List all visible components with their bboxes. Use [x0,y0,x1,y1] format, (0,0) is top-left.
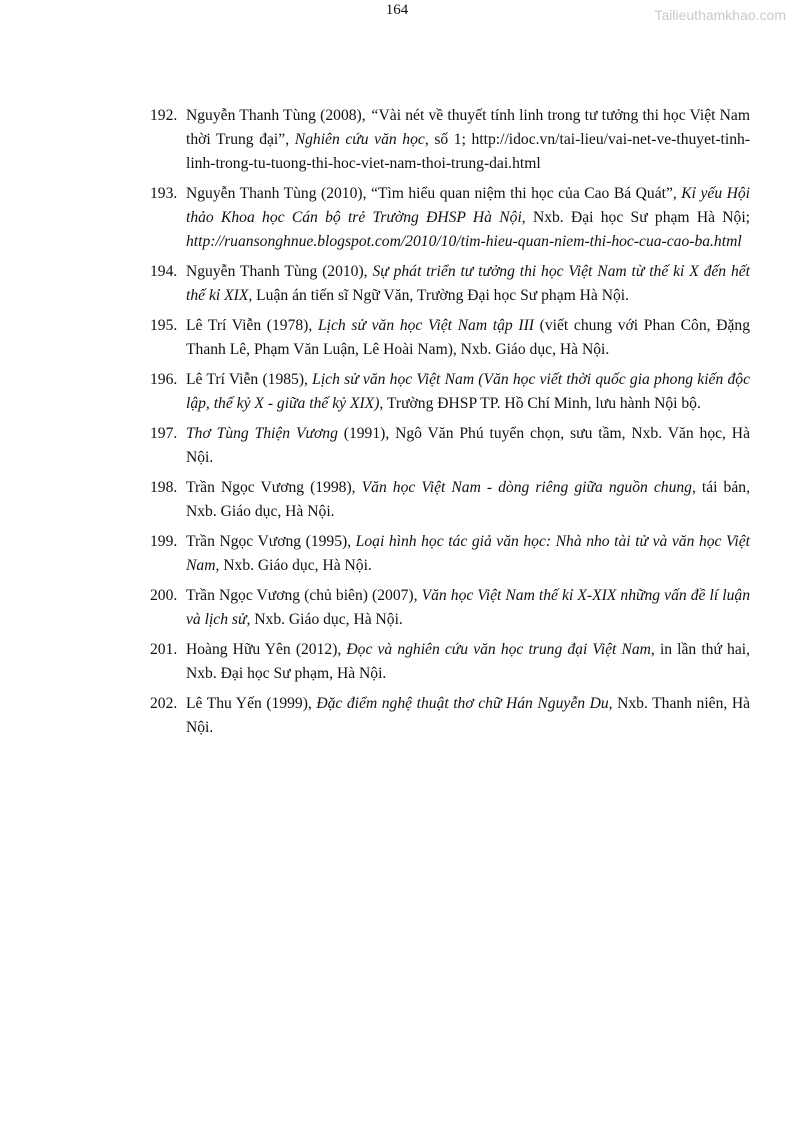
reference-number: 192. [150,107,178,124]
reference-text: (1991) [337,425,386,442]
reference-item [150,104,750,176]
reference-item [150,584,750,632]
reference-number: 198. [150,479,178,496]
reference-item [150,530,750,578]
reference-title-text: Kỉ yếu Hội thảo Khoa học Cán bộ trẻ Trường ĐHSP Hà Nội [186,185,750,226]
reference-text: Nguyễn Thanh Tùng (2010), [186,263,373,280]
reference-title-text: , Nghiên cứu văn học [285,131,425,148]
reference-text: , số 1; http://idoc.vn/tai-lieu/vai-net-ve-thuyet-tinh-linh-trong-tu-tuong-thi-hoc-viet-nam-thoi-trung-dai.html [186,131,750,172]
reference-title-text: Loại hình học tác giả văn học: Nhà nho tài tử và văn học Việt Nam [186,533,750,574]
reference-number: 201. [150,641,178,658]
reference-title-text: “ [369,107,379,124]
reference-text: Vài nét về thuyết tính linh trong tư tưởng thi học Việt Nam thời Trung đại” [186,107,750,148]
reference-text: , Nxb. Đại học Sư phạm Hà Nội; [521,209,750,226]
reference-number: 202. [150,695,178,712]
reference-item [150,260,750,308]
reference-text: in lần thứ hai, Nxb. Đại học Sư phạm, Hà Nội. [186,641,750,682]
reference-title-text: Lịch sử văn học Việt Nam (Văn học viết thời quốc gia phong kiến độc lập, thế kỷ X - giữa thế kỷ XIX) [186,371,750,412]
reference-item [150,692,750,740]
reference-item [150,314,750,362]
reference-text: Lê Thu Yến (1999), [186,695,317,712]
reference-text: , Nxb. Giáo dục, Hà Nội. [215,557,372,574]
reference-title-text: Lịch sử văn học Việt Nam tập III [317,317,534,334]
watermark: Tailieuthamkhao.com [654,7,786,23]
reference-item [150,638,750,686]
reference-text: Nguyễn Thanh Tùng (2010), “Tìm hiểu quan niệm thi học của Cao Bá Quát”, [186,185,682,202]
reference-item [150,422,750,470]
reference-text: Luận án tiến sĩ Ngữ Văn, Trường Đại học Sư phạm Hà Nội. [252,287,630,304]
reference-text: Trần Ngọc Vương (chủ biên) (2007), [186,587,422,604]
reference-text: Lê Trí Viễn (1985), [186,371,313,388]
reference-text: Nguyễn Thanh Tùng (2008), [186,107,370,124]
reference-text: , Trường ĐHSP TP. Hồ Chí Minh, lưu hành Nội bộ. [379,395,701,412]
reference-number: 199. [150,533,178,550]
reference-text: Nxb. Giáo dục, Hà Nội. [250,611,403,628]
reference-number: 194. [150,263,178,280]
reference-title-text: Đặc điểm nghệ thuật thơ chữ Hán Nguyễn Du [316,695,609,712]
reference-title-text: http://ruansonghnue.blogspot.com/2010/10/tim-hieu-quan-niem-thi-hoc-cua-cao-ba.html [186,233,742,250]
reference-title-text: Thơ Tùng Thiện Vương [186,425,338,442]
reference-number: 200. [150,587,178,604]
reference-title-text: Đọc và nghiên cứu văn học trung đại Việt Nam, [346,641,655,658]
reference-title-text: Văn học Việt Nam thế kỉ X-XIX những vấn đề lí luận và lịch sử, [186,587,751,628]
reference-item [150,182,750,254]
reference-text: (viết chung với Phan Côn, Đặng Thanh Lê, Phạm Văn Luận, Lê Hoài Nam), Nxb. Giáo dục, Hà Nội. [186,317,750,358]
reference-text: Trần Ngọc Vương (1998), [186,479,362,496]
reference-text: Lê Trí Viễn (1978), [186,317,318,334]
reference-text: Ngô Văn Phú tuyển chọn, sưu tầm, Nxb. Văn học, Hà Nội. [186,425,750,466]
reference-title-text: Sự phát triển tư tưởng thi học Việt Nam từ thế kỉ X đến hết thế kỉ XIX, [186,263,751,304]
reference-item [150,476,750,524]
reference-number: 196. [150,371,178,388]
reference-text: , Nxb. Thanh niên, Hà Nội. [186,695,750,736]
reference-number: 197. [150,425,178,442]
reference-title-text: Văn học Việt Nam - dòng riêng giữa nguồn chung [361,479,692,496]
reference-number: 195. [150,317,178,334]
reference-item [150,368,750,416]
reference-list [150,104,750,746]
page-number: 164 [385,2,409,18]
reference-text: Trần Ngọc Vương (1995), [186,533,356,550]
reference-text: , tái bản, Nxb. Giáo dục, Hà Nội. [186,479,750,520]
reference-title-text: , [385,425,390,442]
reference-text: Hoàng Hữu Yên (2012), [186,641,347,658]
reference-number: 193. [150,185,178,202]
